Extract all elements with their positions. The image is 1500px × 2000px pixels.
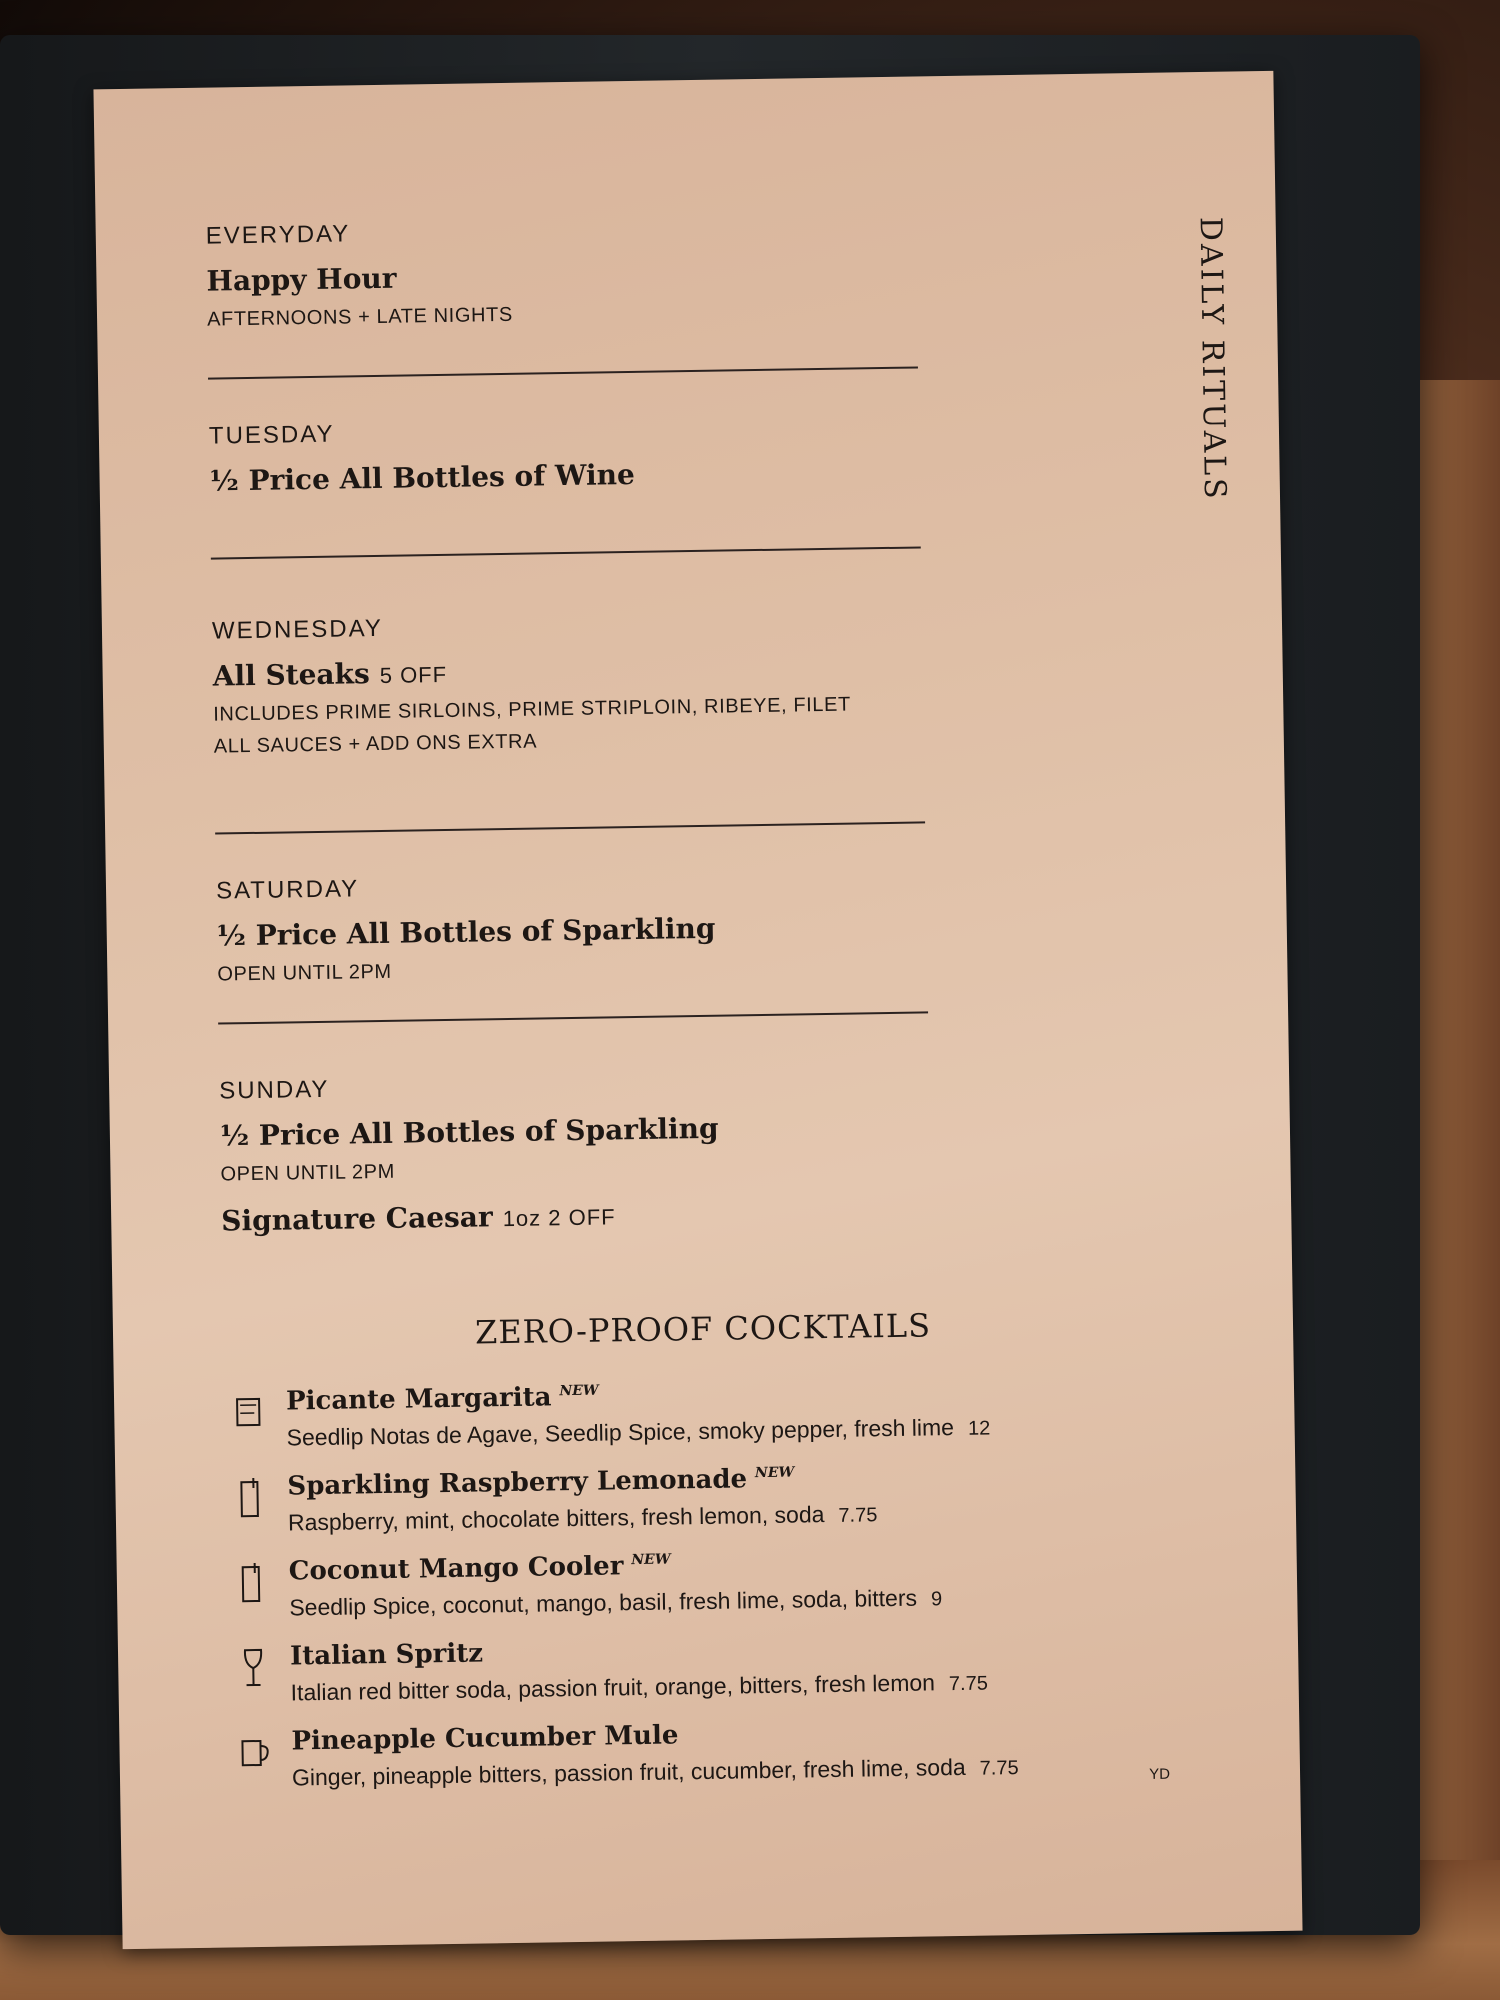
offer-discount: 5 OFF — [379, 661, 448, 688]
drink-name: Coconut Mango Cooler — [288, 1551, 624, 1587]
drink-item — [238, 1628, 1139, 1707]
divider — [211, 546, 921, 559]
footer-code: YD — [1149, 1765, 1171, 1784]
new-badge: NEW — [754, 1464, 795, 1482]
section-wednesday — [212, 606, 934, 762]
tall-glass-icon — [235, 1476, 266, 1518]
drink-name: Sparkling Raspberry Lemonade — [287, 1464, 748, 1502]
drink-price: 7.75 — [838, 1504, 878, 1527]
drink-price: 7.75 — [948, 1672, 989, 1696]
drink-item — [234, 1373, 1135, 1452]
new-badge: NEW — [559, 1382, 599, 1400]
offer-title — [221, 1193, 941, 1237]
offer-detail: ALL SAUCES + ADD ONS EXTRA — [213, 730, 538, 758]
mug-icon — [239, 1731, 270, 1773]
divider — [218, 1011, 928, 1024]
divider — [208, 366, 918, 379]
margarita-glass-icon — [234, 1391, 265, 1433]
drink-price: 9 — [930, 1588, 943, 1611]
offer-title-text: Signature Caesar — [220, 1200, 493, 1238]
section-saturday — [216, 866, 938, 990]
day-label: EVERYDAY — [205, 220, 351, 250]
offer-title: ½ Price All Bottles of Sparkling — [216, 911, 716, 953]
drink-item — [239, 1713, 1140, 1792]
offer-title-text: All Steaks — [212, 657, 370, 693]
offer-detail: OPEN UNTIL 2PM — [217, 960, 392, 986]
drink-description: Ginger, pineapple bitters, passion fruit, cucumber, fresh lime, soda — [291, 1753, 966, 1791]
section-everyday — [206, 211, 928, 335]
drink-item — [237, 1543, 1138, 1622]
offer-discount: 1oz 2 OFF — [502, 1204, 616, 1232]
drink-price: 7.75 — [979, 1757, 1019, 1780]
offer-title — [212, 648, 932, 692]
drink-name: Picante Margarita — [285, 1382, 552, 1417]
day-label: WEDNESDAY — [211, 614, 384, 645]
offer-detail: INCLUDES PRIME SIRLOINS, PRIME STRIPLOIN, RIBEYE, FILET — [213, 693, 851, 726]
section-tuesday — [209, 411, 930, 503]
side-title: DAILY RITUALS — [1192, 216, 1233, 502]
drink-description: Seedlip Spice, coconut, mango, basil, fresh lime, soda, bitters — [289, 1584, 918, 1621]
day-label: SUNDAY — [219, 1075, 330, 1105]
new-badge: NEW — [631, 1551, 671, 1569]
wine-glass-icon — [238, 1646, 269, 1688]
tall-glass-icon — [237, 1561, 268, 1603]
divider — [215, 821, 925, 834]
offer-title: ½ Price All Bottles of Wine — [209, 457, 635, 498]
zero-proof-heading: ZERO-PROOF COCKTAILS — [474, 1306, 932, 1352]
day-label: TUESDAY — [208, 420, 335, 450]
menu-page — [93, 71, 1302, 1949]
drink-name: Pineapple Cucumber Mule — [291, 1720, 679, 1757]
drink-description: Seedlip Notas de Agave, Seedlip Spice, smoky pepper, fresh lime — [286, 1414, 955, 1451]
drink-description: Italian red bitter soda, passion fruit, orange, bitters, fresh lemon — [290, 1669, 936, 1706]
offer-title: Happy Hour — [206, 261, 397, 298]
offer-detail: AFTERNOONS + LATE NIGHTS — [206, 303, 513, 331]
drink-description: Raspberry, mint, chocolate bitters, fresh lemon, soda — [287, 1501, 825, 1536]
day-label: SATURDAY — [215, 875, 360, 905]
offer-detail: OPEN UNTIL 2PM — [220, 1160, 396, 1186]
drink-name: Italian Spritz — [289, 1638, 484, 1672]
section-sunday — [219, 1066, 942, 1243]
offer-title: ½ Price All Bottles of Sparkling — [219, 1111, 719, 1153]
drink-item — [235, 1458, 1136, 1537]
drink-price: 12 — [967, 1417, 991, 1440]
